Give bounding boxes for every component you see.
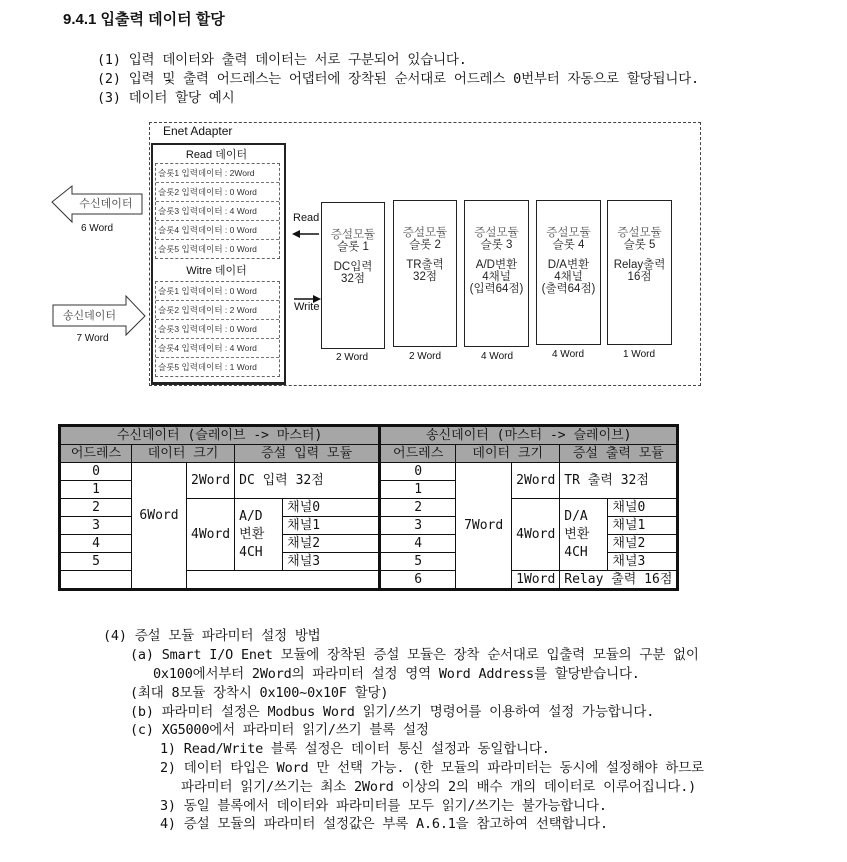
send-address: 4 [380,535,456,553]
module-5-words: 1 Word [622,349,656,360]
write-slot-2: 슬롯2 입력데이터 : 2 Word [156,301,279,320]
write-slot-list [155,281,280,377]
send-group-3-module: Relay 출력 16점 [560,571,678,590]
send-size: 7 Word [76,333,109,344]
module-type: DC입력 [333,261,373,273]
receive-address: 4 [60,535,132,553]
module-2-words: 2 Word [408,351,442,362]
section-title: 9.4.1 입출력 데이터 할당 [63,11,225,28]
module-kind: 증설모듈 [474,227,519,239]
send-address: 3 [380,517,456,535]
module-slot-number: 슬롯 2 [409,239,441,251]
receive-group-1-module: DC 입력 32점 [235,463,380,499]
module-kind: 증설모듈 [402,227,448,239]
receive-address: 0 [60,463,132,481]
module-slot-2 [393,200,457,347]
module-slot-5 [607,200,672,345]
send-address: 6 [380,571,456,590]
module-line: A/D [239,508,263,524]
read-slot-5: 슬롯5 입력데이터 : 0 Word [158,244,257,254]
send-address: 1 [380,481,456,499]
receive-address: 2 [60,499,132,517]
module-line: 변환 [239,526,265,542]
module-type: TR출력 [406,259,444,271]
send-group-2-size: 4Word [512,499,560,571]
params-a-note: (최대 8모듈 장착시 0x100~0x10F 할당) [130,685,389,701]
receive-header-address: 어드레스 [60,445,132,463]
params-heading: (4) 증설 모듈 파라미터 설정 방법 [103,628,321,644]
module-type: D/A변환 [547,259,590,271]
write-section-label: Witre 데이터 [186,265,247,277]
receive-title: 수신데이터 (슬레이브 -> 마스터) [60,426,380,445]
read-slot-1: 슬롯1 입력데이터 : 2Word [156,164,279,183]
send-channel: 채널2 [608,535,678,553]
module-points: 32점 [413,271,437,283]
send-channel: 채널3 [608,553,678,571]
send-header-size: 데이터 크기 [456,445,560,463]
intro-item-1: (1) 입력 데이터와 출력 데이터는 서로 구분되어 있습니다. [97,52,467,68]
params-a-line2: 0x100에서부터 2Word의 파라미터 설정 영역 Word Address를 할당받습니다. [153,666,640,682]
params-c-item-3: 3) 동일 블록에서 데이터와 파라미터를 모두 읽기/쓰기는 불가능합니다. [160,798,607,814]
module-1-words: 2 Word [335,352,369,363]
module-slot-number: 슬롯 1 [337,241,369,253]
receive-empty-cell [60,571,132,590]
module-line: 4CH [564,544,588,560]
receive-group-2-module [235,499,283,571]
send-header-module: 증설 출력 모듈 [560,445,678,463]
module-channels: 4채널 [482,271,511,283]
module-slot-1 [321,202,385,349]
send-total: 7Word [456,463,512,590]
params-b: (b) 파라미터 설정은 Modbus Word 읽기/쓰기 명령어를 이용하여 설정 가능합니다. [130,704,655,720]
receive-group-2-size: 4Word [187,499,235,571]
module-channels: 4채널 [554,271,583,283]
receive-channel: 채널1 [283,517,380,535]
module-kind: 증설모듈 [330,229,376,241]
module-type: Relay출력 [613,259,666,271]
read-arrow-icon [292,230,320,238]
intro-item-3: (3) 데이터 할당 예시 [97,90,235,106]
module-points: 32점 [341,273,365,285]
send-group-1-size: 2Word [512,463,560,499]
write-slot-1: 슬롯1 입력데이터 : 0 Word [156,282,279,301]
module-kind: 증설모듈 [617,227,662,239]
module-slot-3 [464,200,529,347]
send-address: 5 [380,553,456,571]
send-group-1-module: TR 출력 32점 [560,463,678,499]
write-slot-3: 슬롯3 입력데이터 : 0 Word [156,320,279,339]
write-slot-5: 슬롯5 입력데이터 : 1 Word [158,362,257,372]
receive-address: 5 [60,553,132,571]
send-group-2-module [560,499,608,571]
module-slot-4 [536,200,601,345]
write-label: Write [294,301,320,313]
module-kind: 증설모듈 [546,227,591,239]
params-c-item-4: 4) 증설 모듈의 파라미터 설정값은 부록 A.6.1을 참고하여 선택합니다. [160,816,608,832]
receive-channel: 채널2 [283,535,380,553]
read-label: Read [293,212,320,224]
params-c-item-1: 1) Read/Write 블록 설정은 데이터 통신 설정과 동일합니다. [160,741,550,757]
module-line: 4CH [239,544,263,560]
send-address: 0 [380,463,456,481]
receive-header-module: 증설 입력 모듈 [235,445,380,463]
read-slot-2: 슬롯2 입력데이터 : 0 Word [156,183,279,202]
module-3-words: 4 Word [480,351,514,362]
module-slot-number: 슬롯 4 [552,239,585,251]
read-slot-list [155,163,280,259]
params-c-item-2: 2) 데이터 타입은 Word 만 선택 가능. (한 모듈의 파라미터는 동시에 설정해야 하므로 [160,760,704,776]
params-c-item-2-cont: 파라미터 읽기/쓰기는 최소 2Word 이상의 2의 배수 개의 데이터로 이루어집니다.) [181,779,697,795]
table-row [60,463,678,481]
receive-size: 6 Word [80,223,114,234]
params-a-line1: (a) Smart I/O Enet 모듈에 장착된 증설 모듈은 장착 순서대로 입출력 모듈의 구분 없이 [130,647,699,663]
intro-item-2: (2) 입력 및 출력 어드레스는 어댑터에 장착된 순서대로 어드레스 0번부터 자동으로 할당됩니다. [97,71,699,87]
module-slot-number: 슬롯 3 [480,239,513,251]
send-address: 2 [380,499,456,517]
receive-header-size: 데이터 크기 [132,445,235,463]
module-line: 변환 [564,526,590,542]
receive-channel: 채널0 [283,499,380,517]
receive-channel: 채널3 [283,553,380,571]
send-group-3-size: 1Word [512,571,560,590]
allocation-table [58,424,679,591]
receive-address: 3 [60,517,132,535]
module-points: 16점 [627,271,652,283]
module-points: (입력64점) [469,283,524,295]
send-title: 송신데이터 (마스터 -> 슬레이브) [380,426,678,445]
params-c: (c) XG5000에서 파라미터 읽기/쓰기 블록 설정 [130,722,429,738]
module-slot-number: 슬롯 5 [623,239,656,251]
write-slot-4: 슬롯4 입력데이터 : 4 Word [156,339,279,358]
module-type: A/D변환 [475,259,518,271]
send-channel: 채널1 [608,517,678,535]
module-4-words: 4 Word [551,349,585,360]
receive-arrow-label: 수신데이터 [79,198,133,210]
send-arrow-label: 송신데이터 [62,310,117,322]
read-slot-3: 슬롯3 입력데이터 : 4 Word [156,202,279,221]
module-line: D/A [564,508,588,524]
receive-empty-cell [187,571,380,590]
adapter-title: Enet Adapter [163,124,233,138]
read-section-label: Read 데이터 [185,149,248,161]
read-slot-4: 슬롯4 입력데이터 : 0 Word [156,221,279,240]
receive-address: 1 [60,481,132,499]
receive-group-1-size: 2Word [187,463,235,499]
send-channel: 채널0 [608,499,678,517]
receive-total: 6Word [132,463,187,590]
send-header-address: 어드레스 [380,445,456,463]
module-points: (출력64점) [541,283,596,295]
